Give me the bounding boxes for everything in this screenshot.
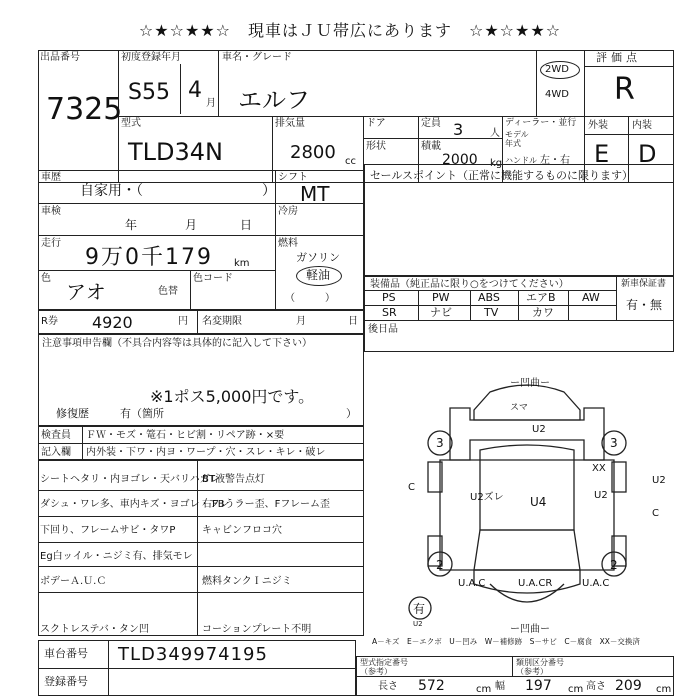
equip-leather: カワ	[532, 306, 554, 319]
recycle-unit: 円	[178, 316, 188, 327]
registration-month: 4	[188, 78, 202, 103]
remark-right-3: キャビンフロコ穴	[202, 525, 282, 536]
recycle-label: R券	[41, 316, 58, 327]
width-value: 197	[525, 678, 552, 694]
width-unit: cm	[568, 684, 584, 695]
equip-sr: SR	[382, 306, 397, 319]
page-banner: ☆★☆★★☆ 現車はＪＵ帯広にあります ☆★☆★★☆	[138, 21, 562, 40]
fuel-paren: （ ）	[285, 293, 335, 304]
inspection-day: 日	[240, 218, 253, 232]
capacity-value: 3	[453, 120, 464, 139]
model-code: TLD34N	[128, 138, 224, 166]
displacement-value: 2800	[290, 142, 336, 163]
cooler-label: 冷房	[278, 206, 298, 217]
mileage-label: 走行	[41, 238, 61, 249]
remark-2: ダシュ・ワレ多、車内キズ・ヨゴレ・フレ	[40, 499, 230, 510]
rear-items-label: 後日品	[368, 324, 398, 335]
diagram-mark-u2-slide: U2ズレ	[470, 492, 504, 503]
registration-label: 初度登録年月	[121, 52, 181, 63]
diagram-mark-u2-far: U2	[652, 475, 666, 486]
registration-era: S55	[128, 80, 170, 105]
diagram-mark-sma: U2	[413, 620, 423, 628]
sales-points-label: セールスポイント（正常に機能するものに限ります）	[370, 169, 634, 182]
lot-label: 出品番号	[40, 52, 80, 63]
special-number-label: 型式指定番号 （参考）	[360, 658, 408, 676]
recycle-row	[38, 310, 364, 334]
deadline-day: 日	[348, 316, 358, 327]
diagram-mark-xx: XX	[592, 463, 606, 474]
handle-options: 左・右	[540, 155, 570, 166]
interior-value: D	[638, 140, 657, 168]
diagram-bottom-label: ー凹曲ー	[510, 624, 550, 635]
inspection-label: 車検	[41, 206, 61, 217]
drive-4wd: 4WD	[545, 89, 569, 100]
remark-1: シートヘタリ・内ヨゴレ・天バリハガレ	[40, 474, 220, 485]
diagram-mark-u2-top: U2	[532, 424, 546, 435]
equip-airbag: エアB	[526, 291, 556, 304]
model-year-label: モデル 年式	[505, 130, 529, 148]
notes2-label: 記入欄	[41, 447, 71, 458]
displacement-label: 排気量	[275, 118, 305, 129]
lot-number: 7325	[46, 92, 123, 127]
remark-5: ボデーＡ.Ｕ.Ｃ	[40, 576, 107, 587]
diagram-mark-yes: 有	[413, 602, 426, 616]
mileage-value: 9万0千179	[85, 245, 213, 270]
capacity-label: 定員	[421, 118, 441, 129]
model-name-label: 車名・グレード	[222, 52, 292, 63]
height-unit: cm	[656, 684, 672, 695]
length-unit: cm	[476, 684, 492, 695]
repair-close: ）	[346, 407, 357, 420]
capacity-unit: 人	[490, 128, 500, 139]
diagram-mark-c-right: C	[652, 508, 659, 519]
equip-pw: PW	[432, 291, 450, 304]
exterior-label: 外装	[588, 120, 608, 131]
reg-number-label: 登録番号	[44, 675, 88, 688]
remark-right-1: BT液警告点灯	[202, 474, 265, 485]
equip-ps: PS	[382, 291, 396, 304]
notes2-tags: 内外装・下ワ・内ヨ・ワープ・穴・スレ・キレ・破レ	[86, 447, 326, 458]
diagram-mark-3-left: 3	[436, 436, 444, 450]
diagram-mark-uac-right: U.A.C	[582, 578, 610, 589]
diagram-mark-uac-left: U.A.C	[458, 578, 486, 589]
diagram-mark-2-right: 2	[610, 558, 618, 572]
remark-3: 下回り、フレームサビ・タワP	[40, 525, 176, 536]
notes-text: ※1ポス5,000円です。	[150, 387, 315, 406]
remark-6: スクトレステバ・タン凹	[40, 624, 149, 635]
class-number-label: 類別区分番号 （参考）	[516, 658, 564, 676]
shift-label: シフト	[278, 172, 308, 183]
diagram-mark-u2-right: U2	[594, 490, 608, 501]
interior-label: 内装	[632, 120, 652, 131]
inspection-year: 年	[125, 218, 138, 232]
warranty-label: 新車保証書	[621, 279, 667, 289]
exterior-value: E	[594, 140, 610, 168]
color-change-label: 色替	[158, 286, 178, 297]
remark-4: Eg白ッイル・ニジミ有、排気モレ	[40, 551, 193, 562]
load-value: 2000	[442, 152, 478, 168]
fuel-selected: 軽油	[306, 268, 331, 282]
load-label: 積載	[421, 141, 441, 152]
shift-value: MT	[300, 182, 330, 206]
repair-value: 有（箇所	[120, 407, 164, 420]
model-name: エルフ	[238, 86, 310, 114]
equip-aw: AW	[582, 291, 600, 304]
diagram-mark-3-right: 3	[610, 436, 618, 450]
height-label: 高さ	[586, 681, 606, 692]
height-value: 209	[615, 678, 642, 694]
width-label: 幅	[495, 681, 505, 692]
length-value: 572	[418, 678, 445, 694]
diagram-mark-u4: U4	[530, 495, 547, 509]
diagram-legend: A－キズ E－エクボ U－凹み W－補修跡 S－サビ C－腐食 XX－交換済	[372, 637, 640, 646]
handle-label: ハンドル	[505, 156, 537, 165]
warranty-options: 有・無	[626, 298, 663, 312]
color-value: アオ	[66, 280, 106, 304]
chassis-label: 車台番号	[44, 647, 88, 660]
repair-label: 修復歴	[56, 407, 89, 420]
equip-tv: TV	[484, 306, 499, 319]
color-label: 色	[41, 273, 51, 284]
diagram-mark-top: スマ	[510, 403, 528, 413]
fuel-label: 燃料	[278, 238, 298, 249]
diagram-top-label: ー凹曲ー	[510, 378, 550, 389]
inspection-month: 月	[185, 218, 198, 232]
load-unit: kg	[490, 158, 503, 169]
inspector-tags: ＦＷ・モズ・篭石・ヒビ割・リペア跡・×要	[86, 430, 285, 441]
diagram-mark-2-left: 2	[436, 558, 444, 572]
length-label: 長さ	[378, 681, 398, 692]
remark-right-2: 右FBうラー歪、Fフレーム歪	[202, 499, 330, 510]
shape-label: 形状	[366, 141, 386, 152]
mileage-unit: km	[234, 258, 250, 269]
diagram-mark-c-left: C	[408, 482, 415, 493]
fuel-option-gasoline: ガソリン	[296, 251, 340, 264]
drive-2wd: 2WD	[545, 64, 569, 75]
grade-label: 評価点	[596, 51, 641, 64]
notes-label: 注意事項申告欄（不具合内容等は具体的に記入して下さい）	[42, 338, 312, 349]
diagram-mark-uacr: U.A.CR	[518, 578, 553, 589]
equip-navi: ナビ	[430, 306, 452, 319]
chassis-value: TLD349974195	[118, 644, 268, 665]
deadline-month: 月	[296, 316, 306, 327]
model-code-label: 型式	[121, 118, 141, 129]
displacement-unit: cc	[345, 156, 356, 167]
inspector-label: 検査員	[41, 430, 71, 441]
equip-abs: ABS	[478, 291, 500, 304]
equipment-label: 装備品（純正品に限り○をつけてください）	[370, 279, 569, 290]
color-code-label: 色コード	[193, 273, 233, 284]
registration-month-unit: 月	[206, 98, 216, 109]
history-close: ）	[262, 183, 276, 199]
doors-label: ドア	[366, 118, 386, 129]
dealer-label: ディーラー・並行	[505, 118, 577, 128]
history-value: 自家用・（	[80, 183, 143, 199]
grade-value: R	[614, 72, 635, 107]
remark-right-4: 燃料タンクＩニジミ	[202, 576, 292, 587]
remark-right-5: コーションプレート不明	[202, 624, 312, 635]
deadline-label: 名変期限	[202, 316, 242, 327]
history-label: 車歴	[41, 172, 61, 183]
recycle-value: 4920	[92, 313, 133, 332]
